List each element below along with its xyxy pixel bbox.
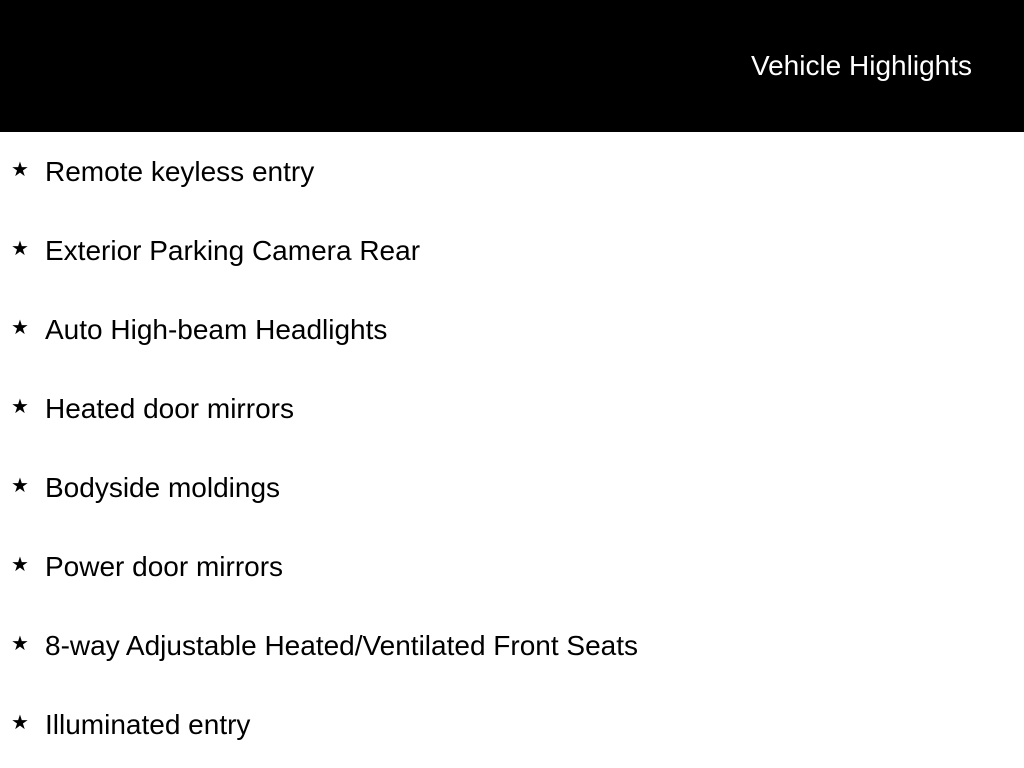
star-icon: ★: [11, 631, 29, 655]
star-icon: ★: [11, 473, 29, 497]
highlight-label: Remote keyless entry: [45, 156, 315, 187]
list-item: [0, 606, 1024, 685]
page-title: Vehicle Highlights: [750, 50, 972, 81]
star-icon: ★: [11, 236, 29, 260]
star-icon: ★: [11, 394, 29, 418]
highlight-label: Power door mirrors: [45, 551, 284, 582]
list-item: [0, 132, 1024, 211]
highlight-label: Illuminated entry: [45, 709, 251, 740]
highlight-label: Heated door mirrors: [45, 393, 294, 424]
star-icon: ★: [11, 552, 29, 576]
highlight-label: Bodyside moldings: [45, 472, 281, 503]
star-icon: ★: [11, 315, 29, 339]
list-item: [0, 527, 1024, 606]
highlight-label: 8-way Adjustable Heated/Ventilated Front Seats: [45, 630, 639, 661]
list-item: [0, 685, 1024, 764]
highlight-label: Exterior Parking Camera Rear: [45, 235, 421, 266]
list-item: [0, 211, 1024, 290]
highlight-label: Auto High-beam Headlights: [45, 314, 388, 345]
star-icon: ★: [11, 157, 29, 181]
header-bar: [0, 0, 1024, 132]
star-icon: ★: [11, 710, 29, 734]
list-item: [0, 290, 1024, 369]
highlights-list: [0, 132, 1024, 764]
list-item: [0, 448, 1024, 527]
list-item: [0, 369, 1024, 448]
